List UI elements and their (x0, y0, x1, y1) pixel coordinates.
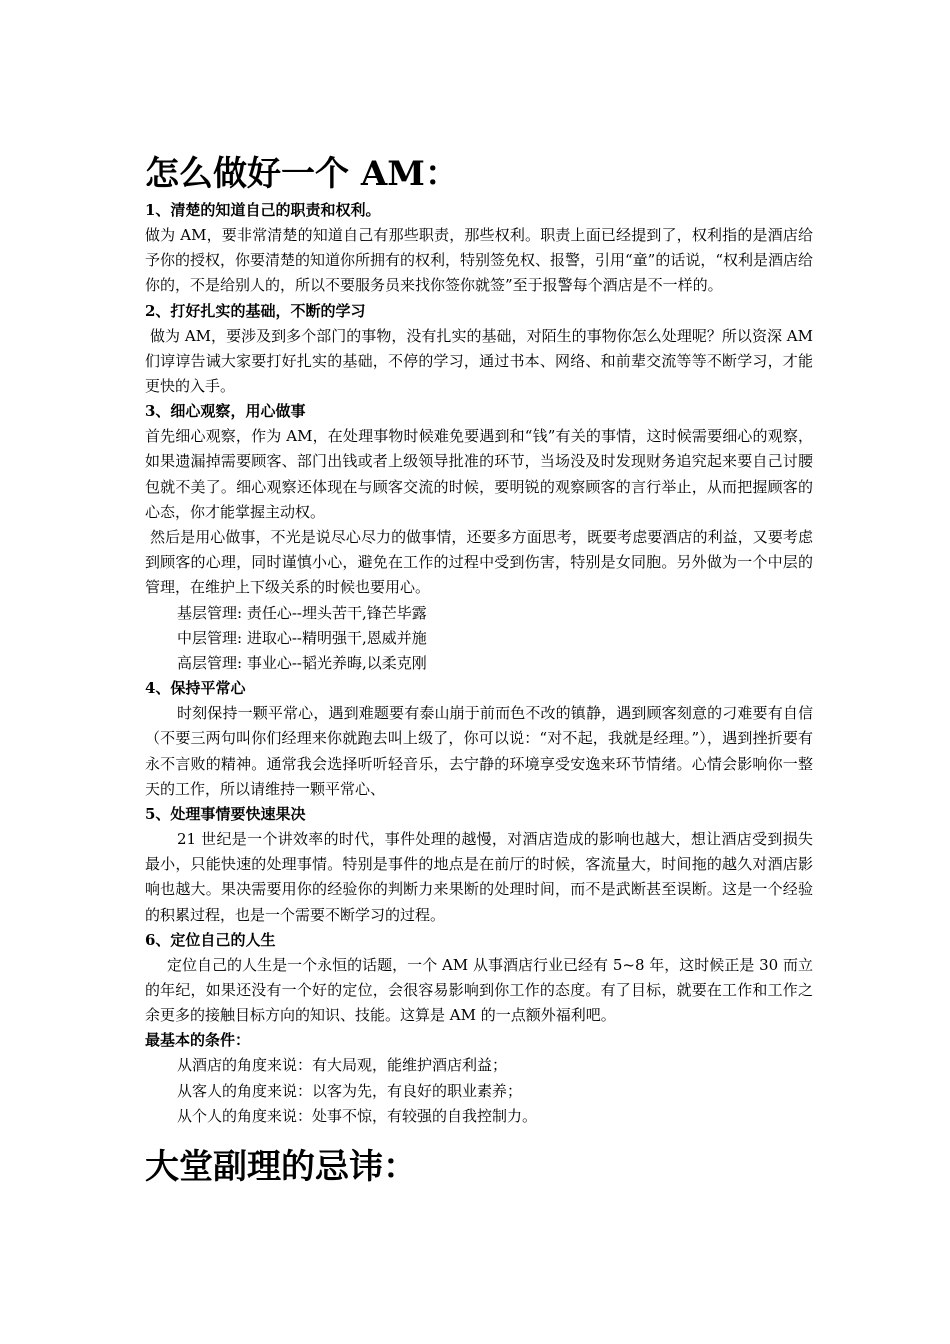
section-1-paragraph: 做为 AM，要非常清楚的知道自己有那些职责，那些权利。职责上面已经提到了，权利指的是酒店给予你的授权，你要清楚的知道你所拥有的权利，特别签免权、报警，引用“童”的话说，“权利是酒店给你的，不是给别人的，所以不要服务员来找你签你就签”至于报警每个酒店是不一样的。 (145, 226, 814, 295)
section-2-paragraph: 做为 AM，要涉及到多个部门的事物，没有扎实的基础，对陌生的事物你怎么处理呢？所以资深 AM 们谆谆告诫大家要打好扎实的基础，不停的学习，通过书本、网络、和前辈交流等等不断学习，才能更快的入手。 (145, 326, 813, 396)
section-5-paragraph: 21 世纪是一个讲效率的时代，事件处理的越慢，对酒店造成的影响也越大，想让酒店受到损失最小，只能快速的处理事情。特别是事件的地点是在前厅的时候，客流量大，时间拖的越久对酒店影响也越大。果决需要用你的经验你的判断力来果断的处理时间，而不是武断甚至误断。这是一个经验的积累过程，也是一个需要不断学习的过程。 (145, 830, 813, 924)
section-5-heading: 5、处理事情要快速果决 (145, 805, 306, 824)
management-line-middle: 中层管理: 进取心--精明强干,恩威并施 (177, 628, 427, 647)
management-line-senior: 高层管理: 事业心--韬光养晦,以柔克刚 (177, 654, 427, 673)
second-title: 大堂副理的忌讳： (145, 1147, 417, 1188)
section-3-paragraph-2: 然后是用心做事，不光是说尽心尽力的做事情，还要多方面思考，既要考虑要酒店的利益，又要考虑到顾客的心理，同时谨慎小心，避免在工作的过程中受到伤害，特别是女同胞。另外做为一个中层的管理，在维护上下级关系的时候也要用心。 (145, 528, 813, 597)
management-line-basic: 基层管理: 责任心--埋头苦干,锋芒毕露 (177, 603, 427, 622)
section-3-heading: 3、细心观察，用心做事 (145, 402, 306, 421)
section-2-heading: 2、打好扎实的基础，不断的学习 (145, 301, 366, 320)
section-3-paragraph-1: 首先细心观察，作为 AM，在处理事物时候难免要遇到和“钱”有关的事情，这时候需要细心的观察，如果遗漏掉需要顾客、部门出钱或者上级领导批准的环节，当场没及时发现财务追究起来要自己讨腰包就不美了。细心观察还体现在与顾客交流的时候，要明锐的观察顾客的言行举止，从而把握顾客的心态，你才能掌握主动权。 (145, 427, 813, 521)
basic-condition-guest: 从客人的角度来说：以客为先，有良好的职业素养； (177, 1081, 523, 1100)
basic-conditions-heading: 最基本的条件： (145, 1031, 251, 1050)
basic-condition-hotel: 从酒店的角度来说：有大局观，能维护酒店利益； (177, 1056, 508, 1075)
section-4-paragraph: 时刻保持一颗平常心，遇到难题要有泰山崩于前而色不改的镇静，遇到顾客刻意的刁难要有自信（不要三两句叫你们经理来你就跑去叫上级了，你可以说：“对不起，我就是经理。”），遇到挫折要有永不言败的精神。通常我会选择听听轻音乐，去宁静的环境享受安逸来环节情绪。心情会影响你一整天的工作，所以请维持一颗平常心、 (145, 704, 813, 798)
section-1-heading: 1、清楚的知道自己的职责和权利。 (145, 201, 381, 219)
section-6-heading: 6、定位自己的人生 (145, 930, 276, 949)
document-page (145, 150, 813, 1191)
section-6-paragraph: 定位自己的人生是一个永恒的话题，一个 AM 从事酒店行业已经有 5~8 年，这时候正是 30 而立的年纪，如果还没有一个好的定位，会很容易影响到你工作的态度。有了目标，就要在工作和工作之余更多的接触目标方向的知识、技能。这算是 AM 的一点额外福利吧。 (145, 955, 813, 1025)
main-title: 怎么做好一个 AM： (145, 154, 459, 194)
section-4-heading: 4、保持平常心 (145, 679, 246, 698)
basic-condition-personal: 从个人的角度来说：处事不惊，有较强的自我控制力。 (177, 1106, 538, 1125)
